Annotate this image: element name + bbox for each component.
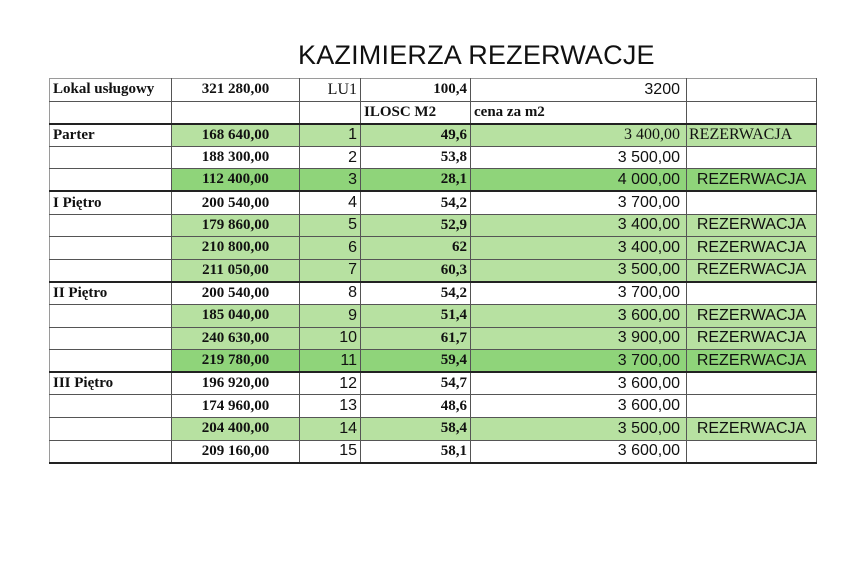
- cell-area[interactable]: 53,8: [361, 146, 471, 169]
- cell-unit-number[interactable]: 13: [300, 395, 361, 418]
- cell-price[interactable]: 185 040,00: [172, 304, 300, 327]
- cell-price[interactable]: 174 960,00: [172, 395, 300, 418]
- cell-area[interactable]: 49,6: [361, 124, 471, 147]
- cell-unit-number[interactable]: 6: [300, 237, 361, 260]
- cell-floor[interactable]: [50, 259, 172, 282]
- cell-price-per-m2[interactable]: 3 700,00: [471, 191, 687, 214]
- cell-price[interactable]: 200 540,00: [172, 191, 300, 214]
- cell-price-per-m2[interactable]: 4 000,00: [471, 169, 687, 192]
- cell-floor[interactable]: [50, 304, 172, 327]
- table-row: [50, 146, 817, 169]
- cell-price[interactable]: 219 780,00: [172, 350, 300, 373]
- cell-price[interactable]: 204 400,00: [172, 417, 300, 440]
- table-row: [50, 282, 817, 305]
- cell-price-per-m2[interactable]: 3 500,00: [471, 417, 687, 440]
- price-per-m2-column-label[interactable]: cena za m2: [471, 101, 687, 124]
- cell-price-per-m2[interactable]: 3 400,00: [471, 124, 687, 147]
- column-labels-row: [50, 101, 817, 124]
- cell-unit-number[interactable]: 11: [300, 350, 361, 373]
- cell-area[interactable]: 51,4: [361, 304, 471, 327]
- units-body: [50, 124, 817, 463]
- table-row: [50, 304, 817, 327]
- cell-price-per-m2[interactable]: 3 700,00: [471, 282, 687, 305]
- cell-status[interactable]: [687, 191, 817, 214]
- cell-price[interactable]: 211 050,00: [172, 259, 300, 282]
- cell-area[interactable]: 54,2: [361, 191, 471, 214]
- cell-price[interactable]: 209 160,00: [172, 440, 300, 463]
- cell-status[interactable]: REZERWACJA: [687, 304, 817, 327]
- cell-floor[interactable]: [50, 169, 172, 192]
- cell-area[interactable]: 54,7: [361, 372, 471, 395]
- cell-floor[interactable]: [50, 327, 172, 350]
- reservations-table: [49, 78, 817, 464]
- cell-price-per-m2[interactable]: 3 600,00: [471, 372, 687, 395]
- cell-price-per-m2[interactable]: 3 400,00: [471, 237, 687, 260]
- cell-price-per-m2[interactable]: 3200: [471, 79, 687, 102]
- cell-status[interactable]: [687, 282, 817, 305]
- cell-price-per-m2[interactable]: 3 600,00: [471, 304, 687, 327]
- table-row: [50, 327, 817, 350]
- cell-area[interactable]: 52,9: [361, 214, 471, 237]
- table-row: [50, 124, 817, 147]
- cell-unit-number[interactable]: 8: [300, 282, 361, 305]
- table-row: [50, 395, 817, 418]
- commercial-unit-row: [50, 79, 817, 102]
- cell-price-per-m2[interactable]: 3 600,00: [471, 395, 687, 418]
- cell-price[interactable]: 200 540,00: [172, 282, 300, 305]
- cell-floor[interactable]: [50, 440, 172, 463]
- cell-number[interactable]: LU1: [300, 79, 361, 102]
- table-row: [50, 237, 817, 260]
- cell-floor[interactable]: [50, 214, 172, 237]
- cell-price-per-m2[interactable]: 3 500,00: [471, 146, 687, 169]
- cell-price[interactable]: 210 800,00: [172, 237, 300, 260]
- cell-status[interactable]: REZERWACJA: [687, 169, 817, 192]
- cell-unit-number[interactable]: 15: [300, 440, 361, 463]
- cell-unit-number[interactable]: 9: [300, 304, 361, 327]
- cell-status[interactable]: [687, 372, 817, 395]
- cell-status[interactable]: REZERWACJA: [687, 417, 817, 440]
- cell-price[interactable]: 321 280,00: [172, 79, 300, 102]
- table-row: [50, 350, 817, 373]
- cell-price[interactable]: 112 400,00: [172, 169, 300, 192]
- cell-empty[interactable]: [50, 101, 172, 124]
- cell-unit-number[interactable]: 5: [300, 214, 361, 237]
- cell-label[interactable]: Lokal usługowy: [50, 79, 172, 102]
- cell-unit-number[interactable]: 4: [300, 191, 361, 214]
- cell-floor[interactable]: I Piętro: [50, 191, 172, 214]
- cell-floor[interactable]: Parter: [50, 124, 172, 147]
- cell-area[interactable]: 61,7: [361, 327, 471, 350]
- table-row: [50, 417, 817, 440]
- cell-status[interactable]: REZERWACJA: [687, 124, 817, 147]
- cell-empty[interactable]: [172, 101, 300, 124]
- cell-price-per-m2[interactable]: 3 900,00: [471, 327, 687, 350]
- cell-floor[interactable]: [50, 146, 172, 169]
- cell-status[interactable]: [687, 79, 817, 102]
- cell-floor[interactable]: III Piętro: [50, 372, 172, 395]
- cell-status[interactable]: REZERWACJA: [687, 350, 817, 373]
- cell-area[interactable]: 54,2: [361, 282, 471, 305]
- cell-floor[interactable]: [50, 350, 172, 373]
- table-row: [50, 214, 817, 237]
- cell-unit-number[interactable]: 10: [300, 327, 361, 350]
- cell-area[interactable]: 58,1: [361, 440, 471, 463]
- cell-area[interactable]: 48,6: [361, 395, 471, 418]
- page-title: KAZIMIERZA REZERWACJE: [298, 40, 655, 70]
- cell-price[interactable]: 179 860,00: [172, 214, 300, 237]
- cell-area[interactable]: 60,3: [361, 259, 471, 282]
- cell-unit-number[interactable]: 12: [300, 372, 361, 395]
- table-row: [50, 169, 817, 192]
- cell-floor[interactable]: II Piętro: [50, 282, 172, 305]
- cell-floor[interactable]: [50, 237, 172, 260]
- cell-status[interactable]: REZERWACJA: [687, 237, 817, 260]
- cell-price-per-m2[interactable]: 3 400,00: [471, 214, 687, 237]
- cell-status[interactable]: [687, 146, 817, 169]
- cell-status[interactable]: REZERWACJA: [687, 259, 817, 282]
- cell-status[interactable]: [687, 440, 817, 463]
- cell-price[interactable]: 240 630,00: [172, 327, 300, 350]
- table-row: [50, 372, 817, 395]
- cell-price[interactable]: 196 920,00: [172, 372, 300, 395]
- cell-unit-number[interactable]: 7: [300, 259, 361, 282]
- cell-status[interactable]: [687, 395, 817, 418]
- cell-price-per-m2[interactable]: 3 500,00: [471, 259, 687, 282]
- cell-unit-number[interactable]: 14: [300, 417, 361, 440]
- table-row: [50, 440, 817, 463]
- cell-area[interactable]: 100,4: [361, 79, 471, 102]
- cell-price-per-m2[interactable]: 3 600,00: [471, 440, 687, 463]
- table-row: [50, 259, 817, 282]
- cell-status[interactable]: REZERWACJA: [687, 327, 817, 350]
- cell-price-per-m2[interactable]: 3 700,00: [471, 350, 687, 373]
- cell-floor[interactable]: [50, 417, 172, 440]
- cell-price[interactable]: 168 640,00: [172, 124, 300, 147]
- cell-empty[interactable]: [300, 101, 361, 124]
- cell-empty[interactable]: [687, 101, 817, 124]
- cell-area[interactable]: 58,4: [361, 417, 471, 440]
- area-column-label[interactable]: ILOSC M2: [361, 101, 471, 124]
- cell-unit-number[interactable]: 1: [300, 124, 361, 147]
- cell-unit-number[interactable]: 3: [300, 169, 361, 192]
- cell-price[interactable]: 188 300,00: [172, 146, 300, 169]
- cell-floor[interactable]: [50, 395, 172, 418]
- cell-area[interactable]: 59,4: [361, 350, 471, 373]
- cell-area[interactable]: 28,1: [361, 169, 471, 192]
- cell-area[interactable]: 62: [361, 237, 471, 260]
- table-row: [50, 191, 817, 214]
- cell-unit-number[interactable]: 2: [300, 146, 361, 169]
- cell-status[interactable]: REZERWACJA: [687, 214, 817, 237]
